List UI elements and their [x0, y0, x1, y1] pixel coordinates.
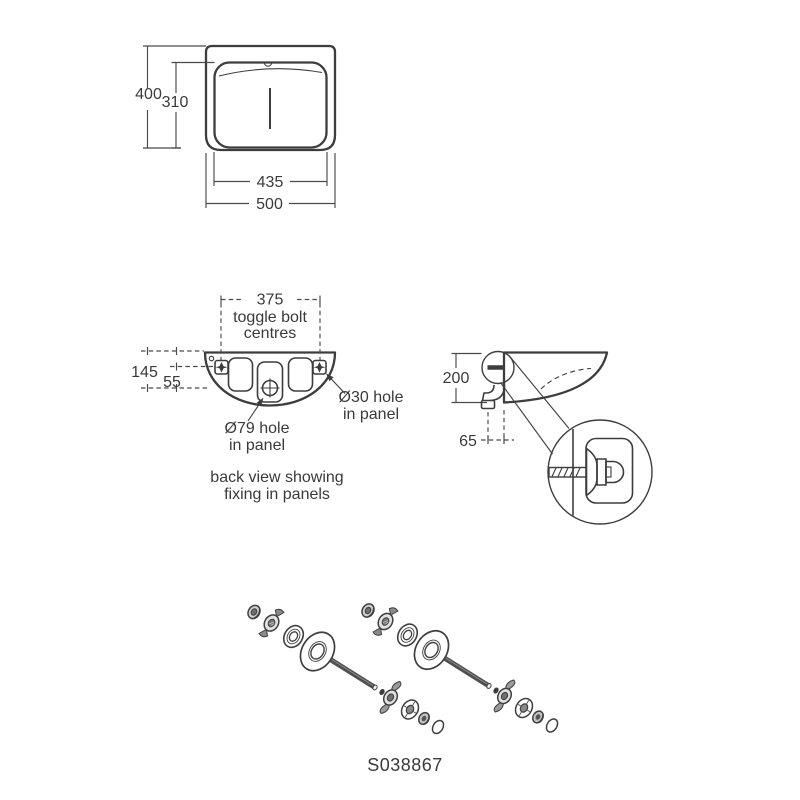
side-profile: [504, 353, 607, 403]
plan-view: [135, 46, 335, 213]
bowl-rim-curve: [219, 69, 322, 76]
part-code: S038867: [367, 755, 443, 775]
dim-bolt-centres-label: 375: [256, 291, 284, 309]
dim-height: [443, 354, 487, 403]
hidden-bowl-line: [541, 369, 591, 390]
dim-bowl-depth-label: 310: [161, 94, 189, 111]
waste-hole-label-line2: in panel: [228, 437, 286, 454]
waste-hole: [261, 379, 280, 398]
right-recess: [289, 358, 313, 391]
dim-rim-to-waste-label: 145: [131, 364, 158, 381]
dim-bowl-width: [214, 152, 327, 191]
rim-hole: [209, 356, 213, 360]
dim-outlet-offset-label: 65: [459, 433, 477, 450]
left-toggle-bolt: [215, 361, 228, 375]
left-recess: [229, 358, 253, 391]
side-view: [443, 352, 652, 525]
dim-left-stack: [131, 347, 214, 392]
outlet-elbow: [482, 385, 505, 409]
bolt-centres-caption-line1: toggle bolt: [233, 309, 307, 326]
detail-leader-2: [501, 383, 553, 455]
dim-height-label: 200: [442, 370, 470, 387]
dim-bolt-centres: [221, 292, 320, 362]
dim-bolt-to-waste-label: 55: [163, 374, 181, 391]
right-toggle-bolt: [313, 361, 326, 375]
fixing-assembly-2: [360, 602, 560, 734]
dim-overall-depth-label: 400: [135, 86, 162, 103]
waste-hole-label-line1: Ø79 hole: [224, 420, 290, 437]
detail-leader-1: [509, 356, 569, 429]
dim-overall-width-label: 500: [256, 196, 283, 213]
dim-outlet-offset: [459, 410, 514, 450]
bolt-hole-label-line2: in panel: [342, 406, 400, 423]
bolt-centres-caption-line2: centres: [243, 325, 297, 342]
dim-bowl-width-label: 435: [256, 174, 284, 191]
bolt-hole-label-line1: Ø30 hole: [338, 389, 404, 406]
fixing-kit-exploded: [246, 602, 560, 736]
fixing-detail-bubble: [548, 420, 652, 524]
fixing-assembly-1: [246, 603, 446, 735]
toggle-bolt-section: [549, 449, 624, 496]
bolt-hole-callout: [326, 373, 404, 423]
back-view-caption-line2: fixing in panels: [224, 486, 330, 503]
back-view-caption-line1: back view showing: [210, 469, 344, 486]
back-view: [131, 292, 403, 504]
